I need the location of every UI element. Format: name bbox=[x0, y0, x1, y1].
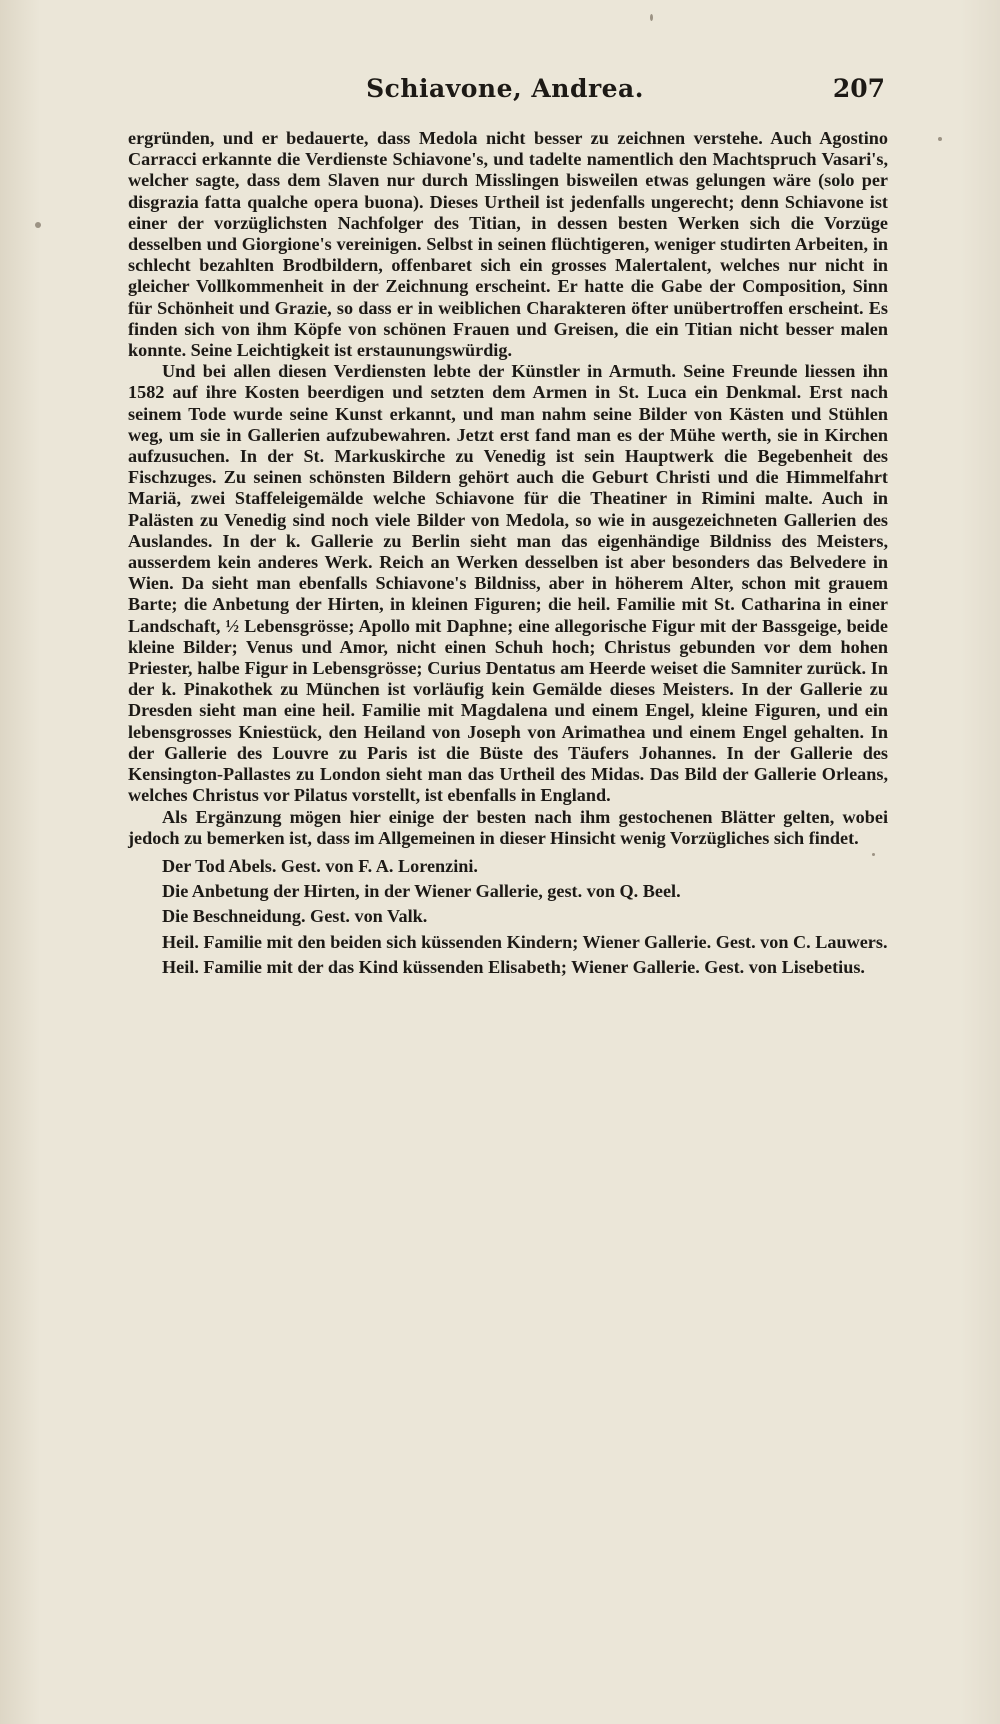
body-text bbox=[128, 128, 888, 982]
paragraph: Und bei allen diesen Verdiensten lebte der Künstler in Armuth. Seine Freunde liessen ihn 1582 auf ihre Kosten beerdigen und setzten dem Armen in St. Luca ein Denkmal. Erst nach seinem Tode wurde seine Kunst erkannt, und man nahm seine Bilder von Kästen und Stühlen weg, um sie in Gallerien aufzubewahren. Jetzt erst fand man es der Mühe werth, sie in Kirchen aufzusuchen. In der St. Markuskirche zu Venedig ist sein Hauptwerk die Begebenheit des Fischzuges. Zu seinen schönsten Bildern gehört auch die Geburt Christi und die Himmelfahrt Mariä, zwei Staffeleigemälde welche Schiavone für die Theatiner in Rimini malte. Auch in Palästen zu Venedig sind noch viele Bilder von Medola, so wie in ausgezeichneten Gallerien des Auslandes. In der k. Gallerie zu Berlin sieht man das eigenhändige Bildniss des Meisters, ausserdem kein anderes Werk. Reich an Werken desselben ist aber besonders das Belvedere in Wien. Da sieht man ebenfalls Schiavone's Bildniss, aber in höherem Alter, schon mit grauem Barte; die Anbetung der Hirten, in kleinen Figuren; die heil. Familie mit St. Catharina in einer Landschaft, ½ Lebensgrösse; Apollo mit Daphne; eine allegorische Figur mit der Bassgeige, beide kleine Bilder; Venus und Amor, nicht einen Schuh hoch; Christus gebunden vor dem hohen Priester, halbe Figur in Lebensgrösse; Curius Dentatus am Heerde weiset die Samniter zurück. In der k. Pinakothek zu München ist vorläufig kein Gemälde dieses Meisters. In der Gallerie zu Dresden sieht man eine heil. Familie mit Magdalena und einem Engel, kleine Figuren, und ein lebensgrosses Kniestück, den Heiland von Joseph von Arimathea und einem Engel gehalten. In der Gallerie des Louvre zu Paris ist die Büste des Täufers Johannes. In der Gallerie des Kensington-Pallastes zu London sieht man das Urtheil des Midas. Das Bild der Gallerie Orleans, welches Christus vor Pilatus vorstellt, ist ebenfalls in England. bbox=[128, 361, 888, 806]
page-number: 207 bbox=[832, 74, 885, 103]
list-item: Heil. Familie mit den beiden sich küssenden Kindern; Wiener Gallerie. Gest. von C. Lauwers. bbox=[162, 931, 888, 952]
list-item: Der Tod Abels. Gest. von F. A. Lorenzini. bbox=[162, 855, 478, 876]
list-item: Die Anbetung der Hirten, in der Wiener Gallerie, gest. von Q. Beel. bbox=[162, 881, 681, 902]
paper-speck bbox=[650, 14, 653, 21]
paper-speck bbox=[938, 137, 942, 141]
paragraph-continued: ergründen, und er bedauerte, dass Medola nicht besser zu zeichnen verstehe. Auch Agostino Carracci erkannte die Verdienste Schiavone's, und tadelte namentlich den Machtspruch Vasari's, welcher sagte, dass dem Slaven nur durch Misslingen bisweilen etwas gelungen wäre (solo per disgrazia fatta qualche opera buona). Dieses Urtheil ist jedenfalls ungerecht; denn Schiavone ist einer der vorzüglichsten Nachfolger des Titian, in dessen besten Werken sich die Vorzüge desselben und Giorgione's vereinigen. Selbst in seinen flüchtigeren, weniger studirten Arbeiten, in schlecht bezahlten Brodbildern, offenbaret sich ein grosses Malertalent, welches nur nicht in gleicher Vollkommenheit in der Zeichnung erscheint. Er hatte die Gabe der Composition, Sinn für Schönheit und Grazie, so dass er in weiblichen Charakteren öfter unübertroffen erscheint. Es finden sich von ihm Köpfe von schönen Frauen und Greisen, die ein Titian nicht besser malen konnte. Seine Leichtigkeit ist erstaunungswürdig. bbox=[128, 128, 888, 361]
page-header bbox=[125, 74, 885, 110]
list-item: Heil. Familie mit der das Kind küssenden Elisabeth; Wiener Gallerie. Gest. von Lisebetius. bbox=[162, 956, 865, 977]
list-item: Die Beschneidung. Gest. von Valk. bbox=[162, 906, 428, 927]
paragraph: Als Ergänzung mögen hier einige der besten nach ihm gestochenen Blätter gelten, wobei jedoch zu bemerken ist, dass im Allgemeinen in dieser Hinsicht wenig Vorzügliches sich findet. bbox=[128, 806, 888, 848]
running-title: Schiavone, Andrea. bbox=[366, 74, 644, 103]
paper-speck bbox=[872, 853, 875, 856]
paper-speck bbox=[35, 222, 41, 228]
engravings-list bbox=[128, 856, 888, 978]
